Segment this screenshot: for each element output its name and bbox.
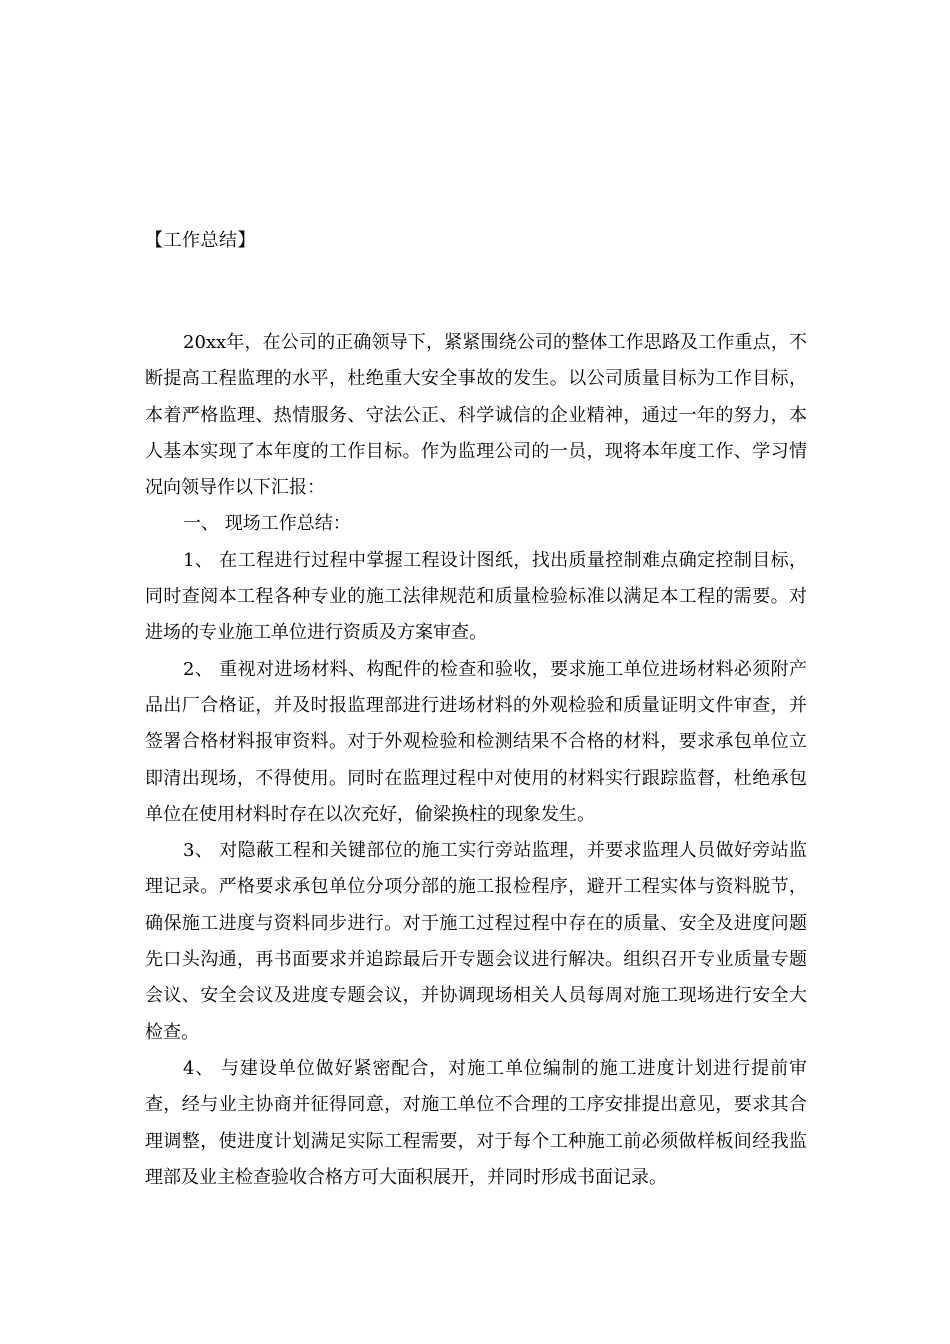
paragraph-intro: 20xx年，在公司的正确领导下，紧紧围绕公司的整体工作思路及工作重点，不断提高工程监理的水平，杜绝重大安全事故的发生。以公司质量目标为工作目标，本着严格监理、热情服务、守法公正、科学诚信的企业精神，通过一年的努力，本人基本实现了本年度的工作目标。作为监理公司的一员，现将本年度工作、学习情况向领导作以下汇报：: [145, 332, 807, 499]
paragraph-item-2: 2、 重视对进场材料、构配件的检查和验收，要求施工单位进场材料必须附产品出厂合格证，并及时报监理部进行进场材料的外观检验和质量证明文件审查，并签署合格材料报审资料。对于外观检验和检测结果不合格的材料，要求承包单位立即清出现场，不得使用。同时在监理过程中对使用的材料实行跟踪监督，杜绝承包单位在使用材料时存在以次充好，偷梁换柱的现象发生。: [145, 658, 807, 825]
document-body: [145, 325, 807, 1196]
paragraph-item-3: 3、 对隐蔽工程和关键部位的施工实行旁站监理，并要求监理人员做好旁站监理记录。严格要求承包单位分项分部的施工报检程序，避开工程实体与资料脱节，确保施工进度与资料同步进行。对于施工过程过程中存在的质量、安全及进度问题先口头沟通，再书面要求并追踪最后开专题会议进行解决。组织召开专业质量专题会议、安全会议及进度专题会议，并协调现场相关人员每周对施工现场进行安全大检查。: [145, 840, 807, 1043]
section-heading-site-work: 一、 现场工作总结：: [183, 513, 351, 535]
paragraph-item-1: 1、 在工程进行过程中掌握工程设计图纸，找出质量控制难点确定控制目标，同时查阅本工程各种专业的施工法律规范和质量检验标准以满足本工程的需要。对进场的专业施工单位进行资质及方案审查。: [145, 549, 807, 644]
paragraph-item-4: 4、 与建设单位做好紧密配合，对施工单位编制的施工进度计划进行提前审查，经与业主协商并征得同意，对施工单位不合理的工序安排提出意见，要求其合理调整，使进度计划满足实际工程需要，对于每个工种施工前必须做样板间经我监理部及业主检查验收合格方可大面积展开，并同时形成书面记录。: [145, 1057, 807, 1188]
document-heading: 【工作总结】: [145, 230, 256, 251]
